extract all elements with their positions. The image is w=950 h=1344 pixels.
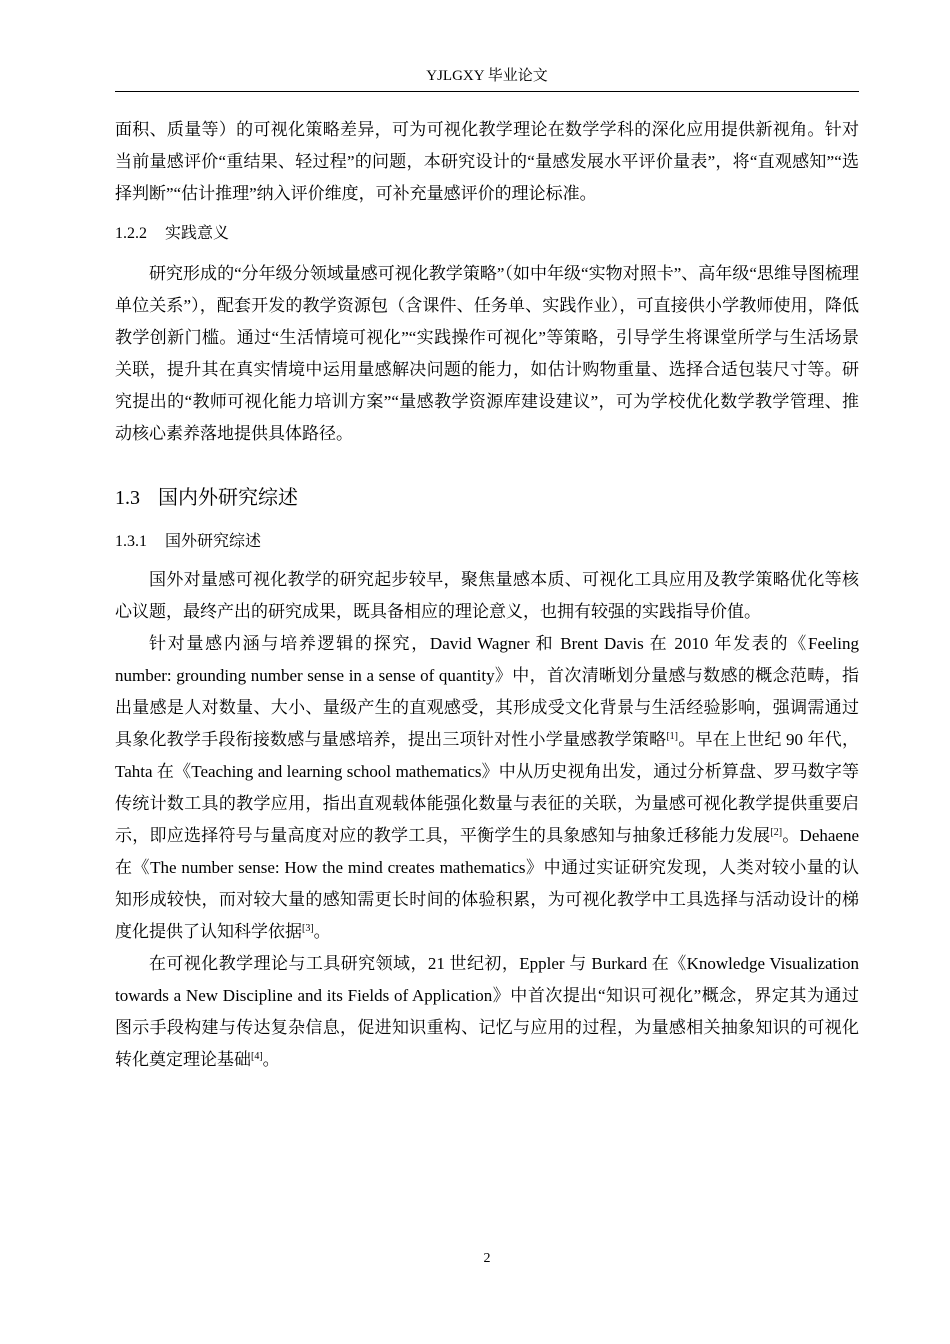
page-number: 2 — [483, 1251, 491, 1266]
paragraph-text: 。Dehaene 在《The number sense: How the mind creates mathematics》中通过实证研究发现，人类对较小量的认知形成较快，而对较大量的感知需更长时间的体验积累，为可视化教学中工具选择与活动设计的梯度化提供了认知科学依据 — [115, 826, 859, 941]
heading-text: 国内外研究综述 — [158, 487, 298, 509]
document-body — [115, 114, 859, 1076]
paragraph-text: 。 — [262, 1050, 280, 1069]
running-header: YJLGXY 毕业论文 — [426, 68, 548, 84]
header-divider — [115, 91, 859, 92]
paragraph-continuation: 面积、质量等）的可视化策略差异，可为可视化教学理论在数学学科的深化应用提供新视角。针对当前量感评价“重结果、轻过程”的问题，本研究设计的“量感发展水平评价量表”，将“直观感知”“选择判断”“估计推理”纳入评价维度，可补充量感评价的理论标准。 — [115, 120, 859, 203]
heading-1-3 — [115, 482, 859, 514]
heading-text: 实践意义 — [165, 225, 230, 242]
citation-1: [1] — [666, 731, 678, 742]
heading-number: 1.3.1 — [115, 533, 147, 550]
heading-1-3-1 — [115, 528, 859, 556]
paragraph-visualization-theory — [115, 948, 859, 1076]
paragraph-foreign-overview: 国外对量感可视化教学的研究起步较早，聚焦量感本质、可视化工具应用及教学策略优化等核心议题，最终产出的研究成果，既具备相应的理论意义，也拥有较强的实践指导价值。 — [115, 570, 859, 621]
paragraph-text: 。 — [313, 922, 331, 941]
paragraph-practical-significance: 研究形成的“分年级分领域量感可视化教学策略”（如中年级“实物对照卡”、高年级“思维导图梳理单位关系”），配套开发的教学资源包（含课件、任务单、实践作业），可直接供小学教师使用，降低教学创新门槛。通过“生活情境可视化”“实践操作可视化”等策略，引导学生将课堂所学与生活场景关联，提升其在真实情境中运用量感解决问题的能力，如估计购物重量、选择合适包装尺寸等。研究提出的“教师可视化能力培训方案”“量感教学资源库建设建议”，可为学校优化数学教学管理、推动核心素养落地提供具体路径。 — [115, 264, 859, 443]
paragraph-text: 在可视化教学理论与工具研究领域，21 世纪初，Eppler 与 Burkard 在《Knowledge Visualization towards a New Discipline and its Fields of Application》中首次提出“知识可视化”概念，界定其为通过图示手段构建与传达复杂信息，促进知识重构、记忆与应用的过程，为量感相关抽象知识的可视化转化奠定理论基础 — [115, 954, 859, 1069]
paragraph-text: 针对量感内涵与培养逻辑的探究，David Wagner 和 Brent Davis 在 2010 年发表的《Feeling number: grounding number sense in a sense of quantity》中，首次清晰划分量感与数感的概念范畴，指出量感是人对数量、大小、量级产生的直观感受，其形成受文化背景与生活经验影响，强调需通过具象化教学手段衔接数感与量感培养，提出三项针对性小学量感教学策略 — [115, 634, 859, 749]
heading-text: 国外研究综述 — [165, 533, 262, 550]
heading-number: 1.3 — [115, 487, 140, 509]
paragraph-text: 。早在上世纪 90 年代，Tahta 在《Teaching and learning school mathematics》中从历史视角出发，通过分析算盘、罗马数字等传统计数工具的教学应用，指出直观载体能强化数量与表征的关联，为量感可视化教学提供重要启示，即应选择符号与量高度对应的教学工具，平衡学生的具象感知与抽象迁移能力发展 — [115, 730, 859, 845]
citation-4: [4] — [251, 1051, 263, 1062]
heading-number: 1.2.2 — [115, 225, 147, 242]
citation-3: [3] — [302, 923, 314, 934]
heading-1-2-2 — [115, 220, 859, 248]
citation-2: [2] — [770, 827, 783, 838]
paragraph-quantity-sense-connotation — [115, 628, 859, 948]
